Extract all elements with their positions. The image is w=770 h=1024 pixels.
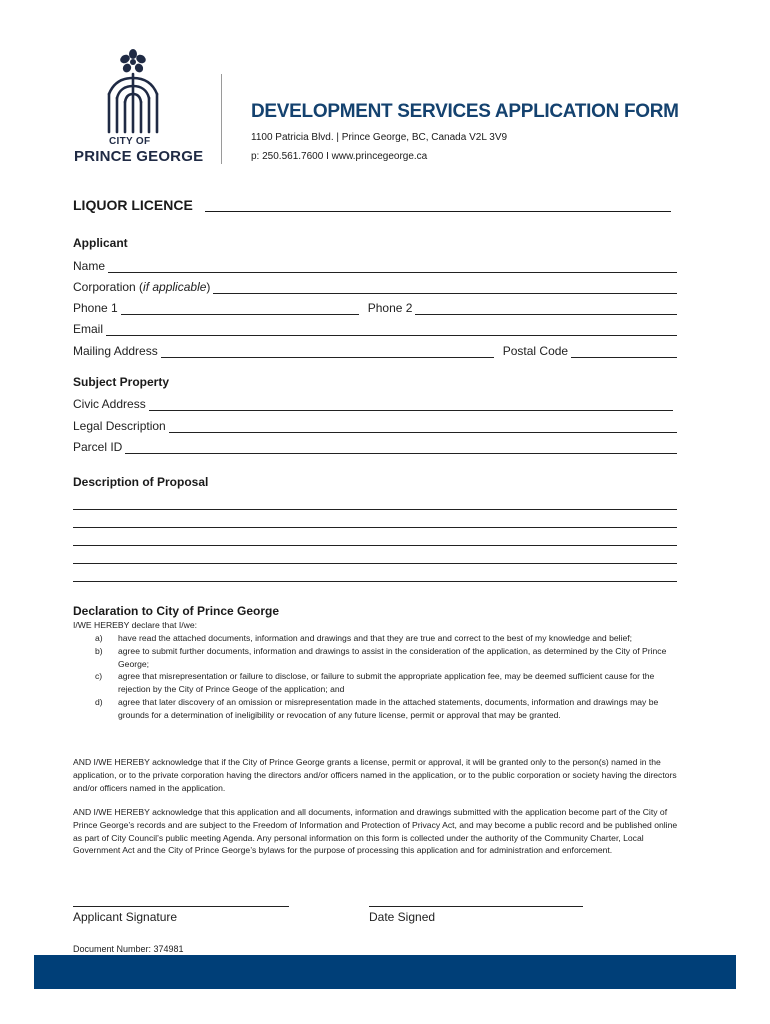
corporation-field[interactable] <box>73 278 677 294</box>
applicant-signature-line[interactable] <box>73 906 289 907</box>
civic-address-field[interactable] <box>73 395 673 411</box>
city-logo <box>73 48 223 166</box>
subject-property-heading: Subject Property <box>73 375 170 389</box>
document-title: LIQUOR LICENCE <box>73 197 193 213</box>
postal-code-label: Postal Code <box>502 344 569 358</box>
phone2-label: Phone 2 <box>367 301 413 315</box>
corporation-input-line[interactable] <box>213 283 677 294</box>
proposal-line[interactable] <box>73 527 677 528</box>
phone1-label: Phone 1 <box>73 301 118 315</box>
name-label: Name <box>73 259 106 273</box>
legal-description-field[interactable] <box>73 417 677 433</box>
civic-address-input-line[interactable] <box>149 400 673 411</box>
declaration-item <box>73 645 683 671</box>
declaration-item-marker: b) <box>95 645 103 656</box>
header-address: 1100 Patricia Blvd. | Prince George, BC, Canada V2L 3V9 <box>251 132 508 143</box>
legal-description-input-line[interactable] <box>169 422 677 433</box>
declaration-item-marker: d) <box>95 696 103 707</box>
parcel-id-field[interactable] <box>73 438 677 454</box>
logo-city-of: CITY OF <box>109 136 151 147</box>
name-input-line[interactable] <box>108 262 677 273</box>
declaration-item-text: agree that misrepresentation or failure to disclose, or failure to submit the appropriate application fee, may be deemed sufficient cause for the rejection by the City of Prince Geoge of the application; and <box>118 671 655 695</box>
mailing-address-input-line[interactable] <box>161 347 494 358</box>
phone-row <box>73 299 677 315</box>
postal-code-input-line[interactable] <box>571 347 677 358</box>
prince-george-emblem-icon <box>103 48 163 134</box>
declaration-list <box>73 632 683 722</box>
date-signed-label: Date Signed <box>369 910 436 924</box>
declaration-item-text: agree that later discovery of an omission or misrepresentation made in the attached statements, documents, information and drawings may be grounds for a determination of ineligibility or revocation of any future license, permit or approval that may be granted. <box>118 696 659 720</box>
parcel-id-input-line[interactable] <box>125 443 677 454</box>
declaration-item-marker: c) <box>95 671 103 682</box>
declaration-intro: I/WE HEREBY declare that I/we: <box>73 620 198 630</box>
document-number: Document Number: 374981 <box>73 944 184 954</box>
header-divider <box>221 74 222 164</box>
acknowledgement-records: AND I/WE HEREBY acknowledge that this application and all documents, information and drawings submitted with the application become part of the City of Prince George’s records and are subject to the Freedom of Information and Protection of Privacy Act, and may become a public record and be published online as part of City Council’s public meeting Agenda. Any personal information on this form is collected under the authority of the Community Charter, Local Government Act and the City of Prince George’s bylaws for the purpose of processing this application and for administration and enforcement. <box>73 807 678 856</box>
phone2-input-line[interactable] <box>415 304 677 315</box>
form-title: DEVELOPMENT SERVICES APPLICATION FORM <box>251 101 679 122</box>
name-field[interactable] <box>73 257 677 273</box>
legal-description-label: Legal Description <box>73 419 166 433</box>
civic-address-label: Civic Address <box>73 397 146 411</box>
parcel-id-label: Parcel ID <box>73 440 123 454</box>
declaration-heading: Declaration to City of Prince George <box>73 604 280 618</box>
email-label: Email <box>73 322 104 336</box>
proposal-line[interactable] <box>73 563 677 564</box>
corporation-label <box>73 280 210 294</box>
applicant-signature-label: Applicant Signature <box>73 910 178 924</box>
corporation-label-close: ) <box>206 280 211 294</box>
declaration-item <box>73 670 683 696</box>
declaration-item <box>73 696 683 722</box>
email-input-line[interactable] <box>106 325 677 336</box>
applicant-heading: Applicant <box>73 236 128 250</box>
logo-prince-george: PRINCE GEORGE <box>74 148 204 165</box>
declaration-item-marker: a) <box>95 633 103 643</box>
proposal-line[interactable] <box>73 581 677 582</box>
email-field[interactable] <box>73 320 677 336</box>
acknowledgement-grant: AND I/WE HEREBY acknowledge that if the City of Prince George grants a license, permit or approval, it will be granted only to the person(s) named in the application, or to the private corporation having the directors and/or officers named in the application, or to the public corporation or society having the directors and/or officers named in the application. <box>73 757 677 793</box>
header-contact: p: 250.561.7600 I www.princegeorge.ca <box>251 151 428 162</box>
mailing-row <box>73 342 677 358</box>
declaration-item <box>73 632 683 645</box>
mailing-address-label: Mailing Address <box>73 344 158 358</box>
proposal-line[interactable] <box>73 545 677 546</box>
proposal-line[interactable] <box>73 509 677 510</box>
phone1-input-line[interactable] <box>121 304 359 315</box>
document-title-underline <box>205 211 671 212</box>
declaration-item-text: have read the attached documents, information and drawings and that they are true and correct to the best of my knowledge and belief; <box>118 633 633 643</box>
corporation-label-italic: if applicable <box>143 280 207 294</box>
date-signed-line[interactable] <box>369 906 583 907</box>
declaration-item-text: agree to submit further documents, information and drawings to assist in the consideration of the application, as determined by the City of Prince George; <box>118 645 667 669</box>
corporation-label-prefix: Corporation ( <box>73 280 144 294</box>
footer-bar <box>34 955 736 989</box>
proposal-heading: Description of Proposal <box>73 475 209 489</box>
